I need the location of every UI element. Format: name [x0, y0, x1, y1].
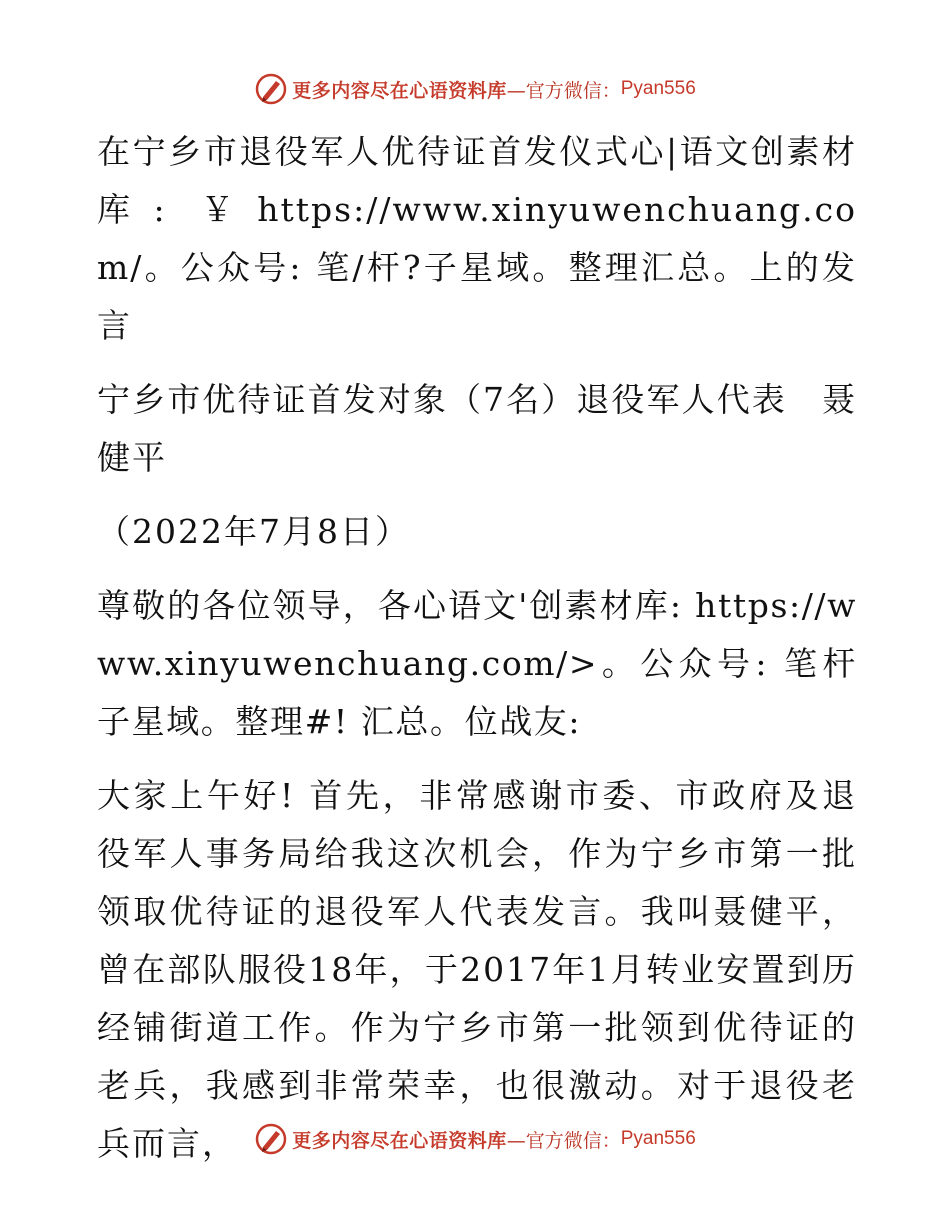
banner-text-wechat-label: —官方微信： [506, 79, 621, 102]
banner-text-library: 更多内容尽在心语资料库 [292, 79, 507, 102]
salutation-paragraph: 尊敬的各位领导，各心语文'创素材库: https://www.xinyuwenchuang.com/>。公众号: 笔杆子星域。整理#! 汇总。位战友: [97, 586, 857, 741]
banner-text-wechat-label: —官方微信： [506, 1129, 621, 1152]
banner-text-library: 更多内容尽在心语资料库 [292, 1129, 507, 1152]
date-line: （2022年7月8日） [97, 512, 410, 551]
speaker-line: 宁乡市优待证首发对象（7名）退役军人代表 聂健平 [97, 380, 857, 477]
document-title-paragraph: 在宁乡市退役军人优待证首发仪式心|语文创素材库: ￥https://www.xinyuwenchuang.com/。公众号: 笔/杆?子星域。整理汇总。上的发言 [97, 132, 857, 345]
body-paragraph: 大家上午好! 首先，非常感谢市委、市政府及退役军人事务局给我这次机会，作为宁乡市第一批领取优待证的退役军人代表发言。我叫聂健平，曾在部队服役18年，于2017年1月转业安置到历经铺街道工作。作为宁乡市第一批领到优待证的老兵，我感到非常荣幸，也很激动。对于退役老兵而言， [97, 776, 857, 1163]
header-watermark-banner [0, 72, 950, 106]
document-body [97, 123, 857, 1189]
pen-logo-icon [254, 72, 288, 106]
banner-text-wechat-id: Pyan556 [620, 1128, 696, 1149]
banner-text-wechat-id: Pyan556 [620, 78, 696, 99]
pen-logo-icon [254, 1122, 288, 1156]
footer-watermark-banner [0, 1122, 950, 1156]
